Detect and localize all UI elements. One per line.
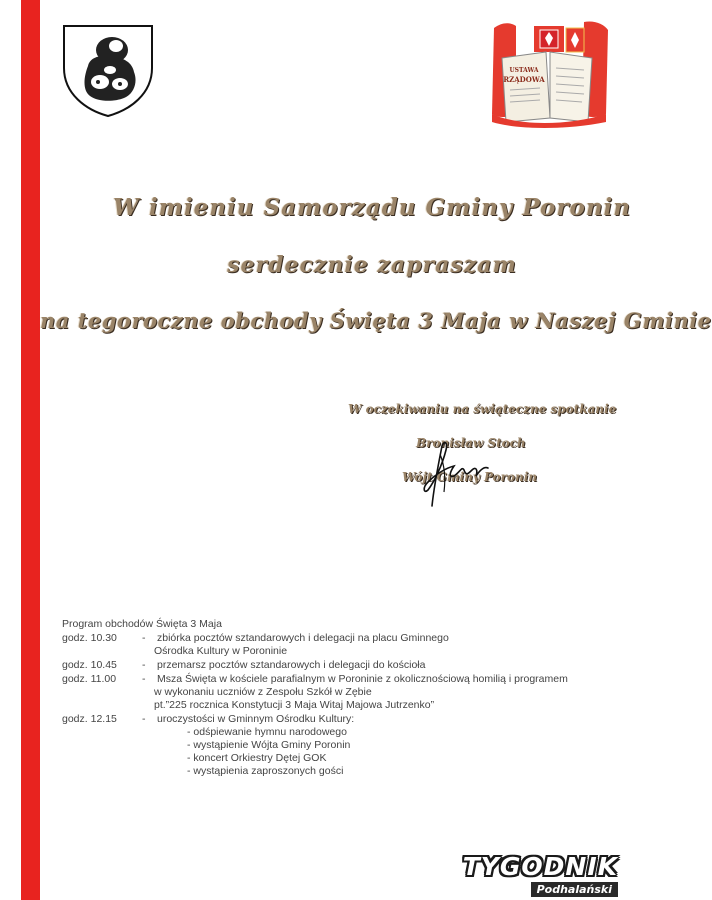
invitation-line-2: serdecznie zapraszam: [227, 252, 517, 278]
book-text-2: RZĄDOWA: [503, 75, 545, 84]
program-time: godz. 10.30: [62, 632, 117, 644]
invitation-line-1: W imieniu Samorządu Gminy Poronin: [112, 194, 632, 221]
logo-sub-text: Podhalański: [531, 882, 618, 897]
invitation-line-3: na tegoroczne obchody Święta 3 Maja w Naszej Gminie: [40, 308, 712, 333]
handwritten-signature: [384, 436, 504, 508]
closing-line: W oczekiwaniu na świąteczne spotkanie: [348, 402, 617, 416]
program-title: Program obchodów Święta 3 Maja: [62, 618, 222, 630]
program-desc: pt.”225 rocznica Konstytucji 3 Maja Witaj Majowa Jutrzenko”: [154, 699, 435, 711]
logo-main-text: TYGODNIK: [462, 852, 618, 881]
program-desc: Msza Święta w kościele parafialnym w Poroninie z okolicznościową homilią i programem: [157, 673, 568, 685]
flag-stripe-red: [21, 0, 40, 900]
program-time: godz. 11.00: [62, 673, 117, 685]
tygodnik-podhalanski-logo: [440, 852, 622, 898]
constitution-book-emblem: [488, 18, 610, 126]
program-time: godz. 10.45: [62, 659, 117, 671]
signer-title: Wójt Gminy Poronin: [402, 470, 537, 484]
coat-of-arms-icon: [60, 22, 156, 118]
book-text-1: USTAWA: [509, 67, 539, 74]
program-desc: Ośrodka Kultury w Poroninie: [154, 645, 288, 657]
program-desc: przemarsz pocztów sztandarowych i delegacji do kościoła: [157, 659, 426, 671]
program-desc: w wykonaniu uczniów z Zespołu Szkół w Zębie: [154, 686, 372, 698]
signer-name: Bronisław Stoch: [416, 436, 526, 450]
program-time: godz. 12.15: [62, 713, 117, 725]
flag-stripe-white: [0, 0, 21, 900]
program-desc: uroczystości w Gminnym Ośrodku Kultury:: [157, 713, 355, 725]
program-desc: zbiórka pocztów sztandarowych i delegacji na placu Gminnego: [157, 632, 449, 644]
